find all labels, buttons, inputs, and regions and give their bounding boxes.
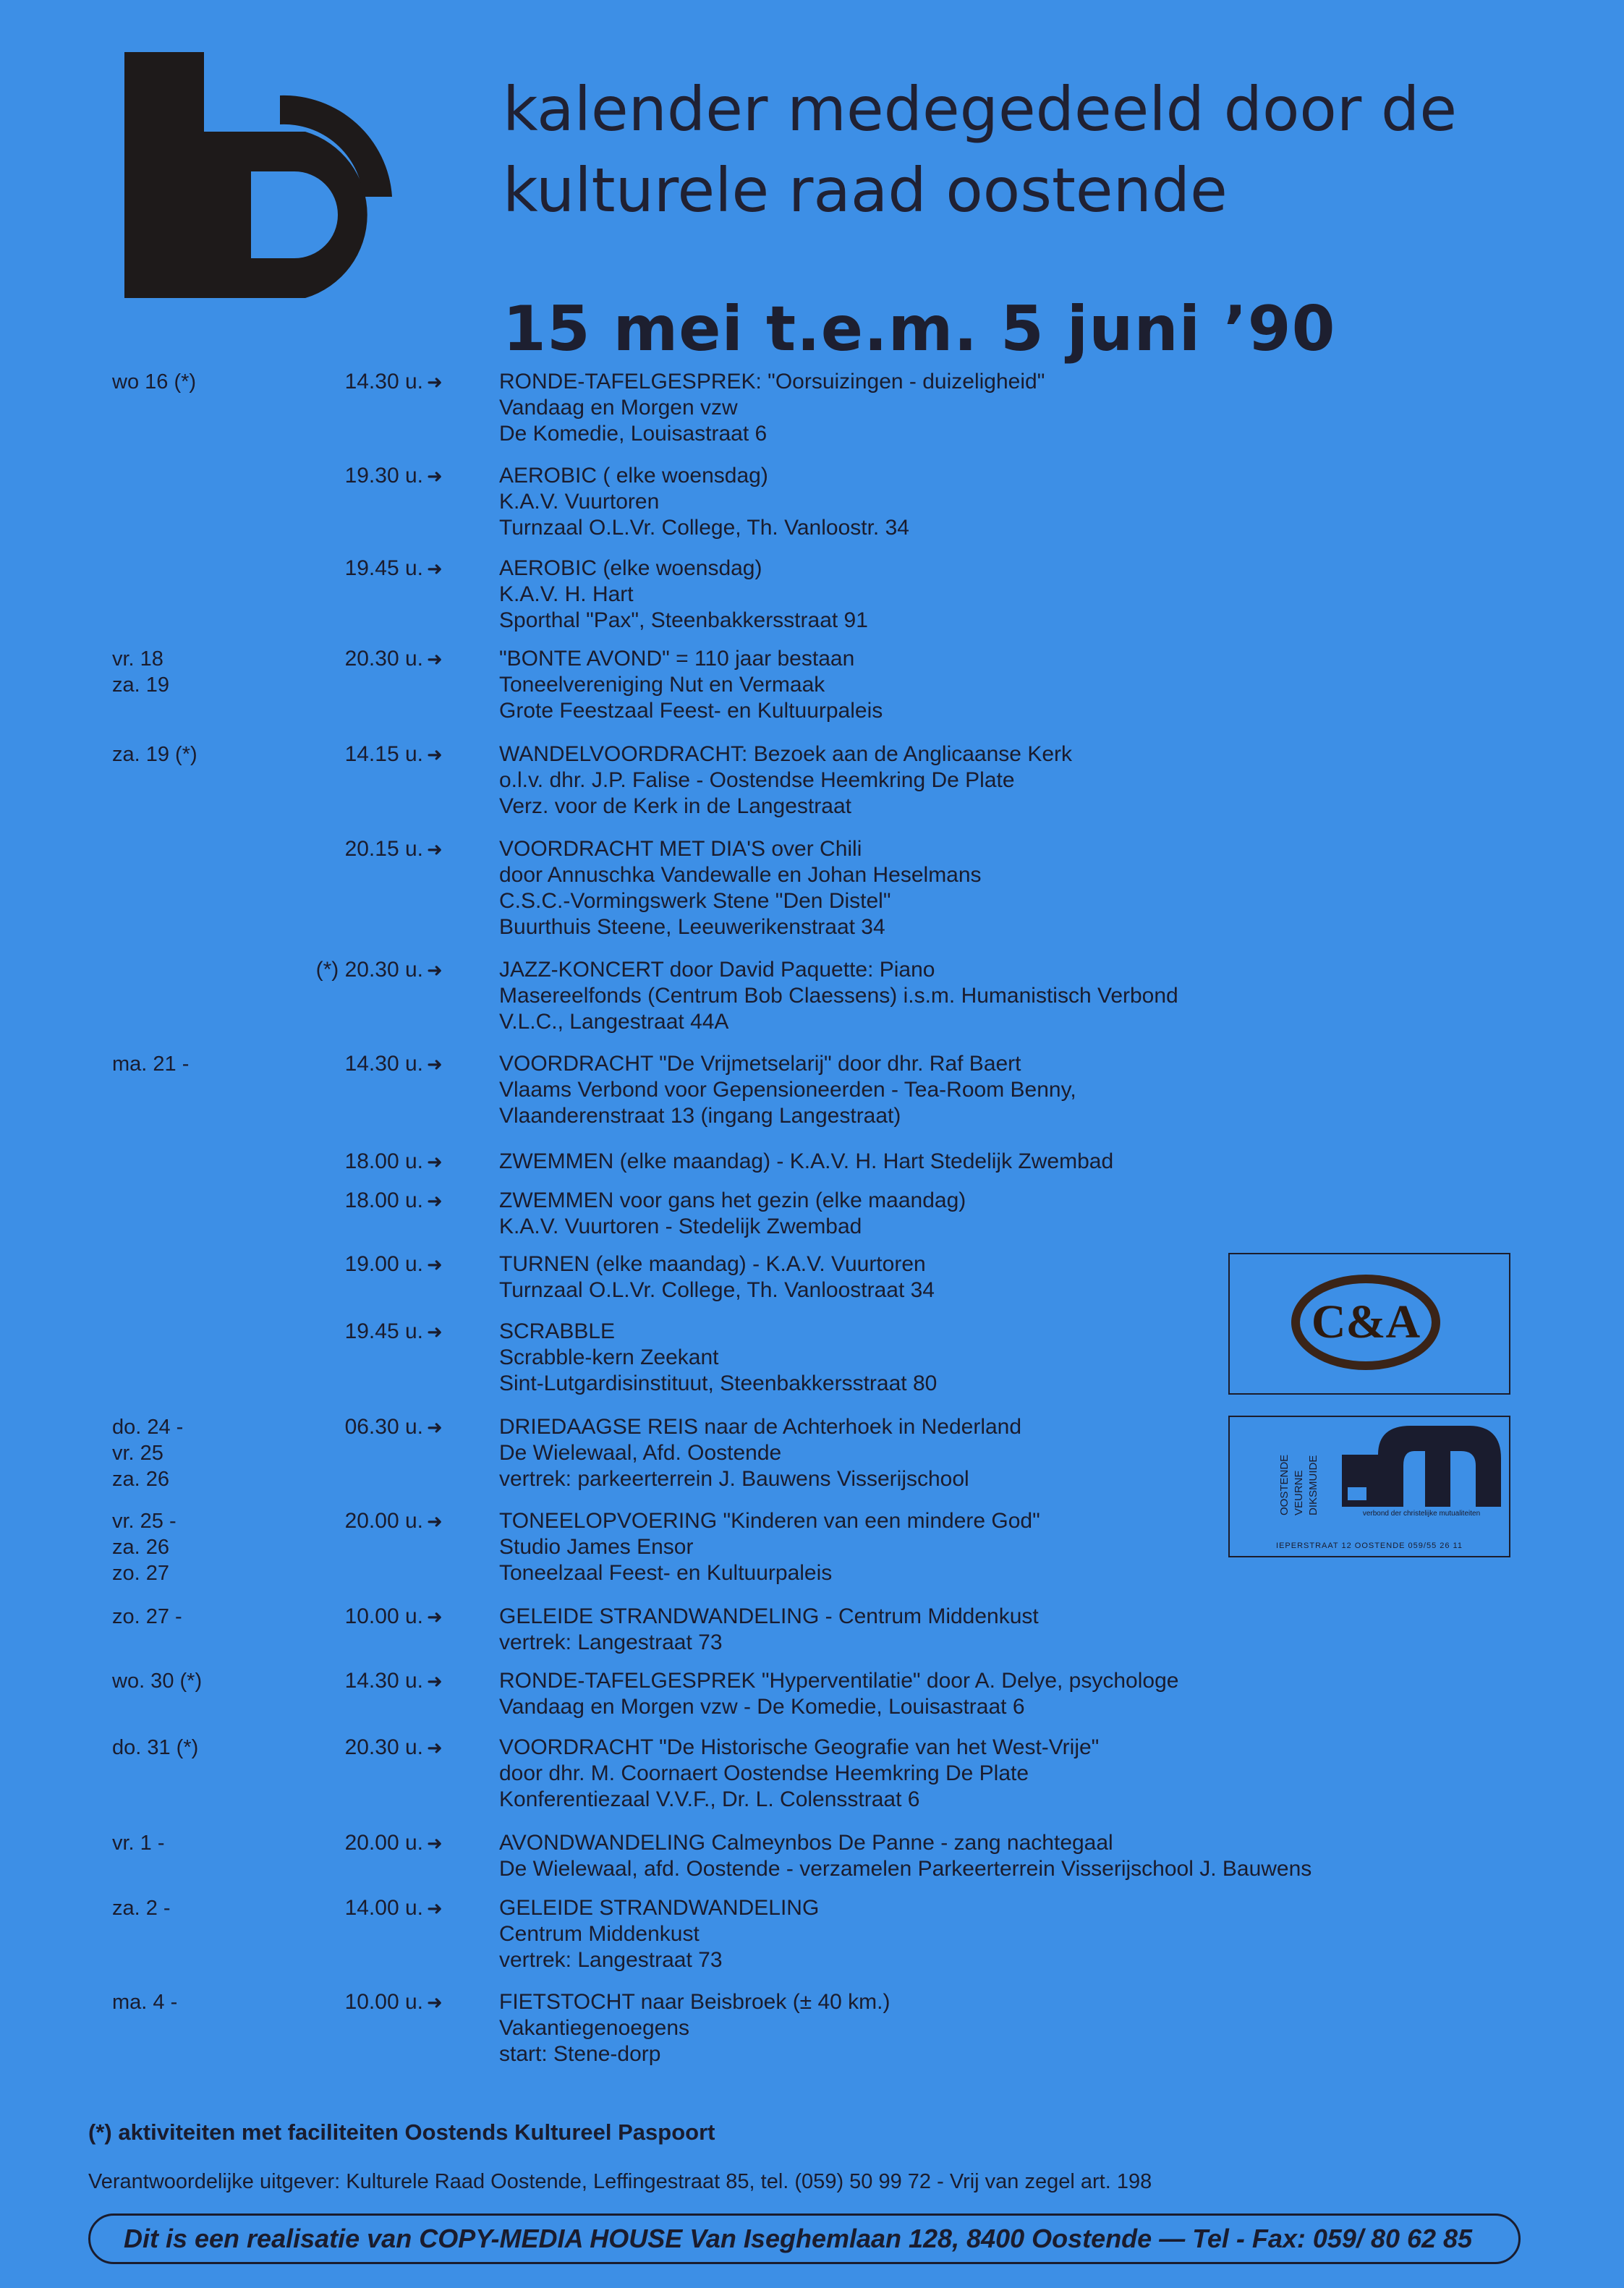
event-line: VOORDRACHT MET DIA'S over Chili <box>499 837 862 861</box>
event-line: K.A.V. Vuurtoren - Stedelijk Zwembad <box>499 1215 862 1238</box>
event-line: start: Stene-dorp <box>499 2042 661 2066</box>
event-description <box>499 741 1432 820</box>
event-line: AEROBIC (elke woensdag) <box>499 556 762 580</box>
event-time: 18.00 u. <box>344 1188 423 1212</box>
arrow-icon: ➜ <box>427 1510 443 1532</box>
event-date: ma. 21 - <box>112 1052 190 1076</box>
event-line: Vlaams Verbond voor Gepensioneerden - Tea-Room Benny, <box>499 1078 1076 1102</box>
event-description <box>499 836 1432 940</box>
arrow-icon: ➜ <box>427 959 443 981</box>
arrow-icon: ➜ <box>427 465 443 487</box>
publisher-line: Verantwoordelijke uitgever: Kulturele Raad Oostende, Leffingestraat 85, tel. (059) 50 99 72 - Vrij van zegel art. 198 <box>88 2170 1152 2193</box>
arrow-icon: ➜ <box>427 1606 443 1628</box>
event-line: "BONTE AVOND" = 110 jaar bestaan <box>499 647 855 671</box>
event-time: (*) 20.30 u. <box>315 958 423 982</box>
event-line: JAZZ-KONCERT door David Paquette: Piano <box>499 958 935 982</box>
event-time: 19.30 u. <box>344 464 423 488</box>
event-line: GELEIDE STRANDWANDELING - Centrum Middenkust <box>499 1604 1039 1628</box>
event-line: Konferentiezaal V.V.F., Dr. L. Colensstraat 6 <box>499 1787 920 1811</box>
event-date: ma. 4 - <box>112 1991 178 2014</box>
event-description <box>499 1051 1432 1129</box>
arrow-icon: ➜ <box>427 1897 443 1919</box>
event-date: do. 24 - vr. 25 za. 26 <box>112 1416 184 1491</box>
event-line: GELEIDE STRANDWANDELING <box>499 1896 820 1920</box>
arrow-icon: ➜ <box>427 648 443 670</box>
event-time: 14.30 u. <box>344 1052 423 1076</box>
event-line: Vakantiegenoegens <box>499 2016 689 2040</box>
event-line: Vandaag en Morgen vzw - De Komedie, Louisastraat 6 <box>499 1695 1025 1719</box>
ca-advertisement <box>1228 1253 1510 1395</box>
event-description <box>499 1735 1432 1813</box>
event-line: RONDE-TAFELGESPREK "Hyperventilatie" door A. Delye, psychologe <box>499 1669 1179 1693</box>
title-line-1: kalender medegedeeld door de <box>503 74 1458 145</box>
event-line: Toneelvereniging Nut en Vermaak <box>499 673 825 697</box>
event-line: vertrek: Langestraat 73 <box>499 1948 723 1972</box>
event-description <box>499 957 1432 1035</box>
event-description <box>499 463 1432 541</box>
event-line: Centrum Middenkust <box>499 1922 700 1946</box>
event-line: o.l.v. dhr. J.P. Falise - Oostendse Heemkring De Plate <box>499 768 1015 792</box>
mutualiteit-advertisement <box>1228 1416 1510 1557</box>
event-time: 10.00 u. <box>344 1990 423 2014</box>
event-line: SCRABBLE <box>499 1319 616 1343</box>
event-description <box>499 1830 1432 1882</box>
arrow-icon: ➜ <box>427 1321 443 1343</box>
printer-credit: Dit is een realisatie van COPY-MEDIA HOUSE Van Iseghemlaan 128, 8400 Oostende — Tel - Fax: 059/ 80 62 85 <box>88 2213 1521 2264</box>
event-time: 14.30 u. <box>344 1669 423 1693</box>
arrow-icon: ➜ <box>427 1053 443 1075</box>
event-line: TONEELOPVOERING "Kinderen van een mindere God" <box>499 1509 1040 1533</box>
event-line: WANDELVOORDRACHT: Bezoek aan de Anglicaanse Kerk <box>499 742 1072 766</box>
event-line: Studio James Ensor <box>499 1535 694 1559</box>
arrow-icon: ➜ <box>427 1151 443 1173</box>
arrow-icon: ➜ <box>427 1670 443 1692</box>
event-line: RONDE-TAFELGESPREK: "Oorsuizingen - duizeligheid" <box>499 370 1045 394</box>
event-time: 18.00 u. <box>344 1149 423 1173</box>
event-line: ZWEMMEN voor gans het gezin (elke maandag) <box>499 1188 966 1212</box>
event-date: vr. 18 za. 19 <box>112 647 169 697</box>
event-description <box>499 369 1432 447</box>
event-description <box>499 556 1432 634</box>
event-time: 14.15 u. <box>344 742 423 766</box>
event-time: 19.45 u. <box>344 556 423 580</box>
event-date: za. 19 (*) <box>112 743 197 766</box>
event-date: zo. 27 - <box>112 1605 182 1628</box>
arrow-icon: ➜ <box>427 371 443 393</box>
event-line: De Wielewaal, afd. Oostende - verzamelen Parkeerterrein Visserijschool J. Bauwens <box>499 1857 1312 1881</box>
event-line: V.L.C., Langestraat 44A <box>499 1010 729 1034</box>
event-line: Grote Feestzaal Feest- en Kultuurpaleis <box>499 699 883 723</box>
event-line: vertrek: Langestraat 73 <box>499 1630 723 1654</box>
event-time: 20.15 u. <box>344 837 423 861</box>
event-time: 19.00 u. <box>344 1252 423 1276</box>
event-line: Sint-Lutgardisinstituut, Steenbakkersstraat 80 <box>499 1371 938 1395</box>
event-date: vr. 25 - za. 26 zo. 27 <box>112 1510 177 1585</box>
event-line: AVONDWANDELING Calmeynbos De Panne - zang nachtegaal <box>499 1831 1113 1855</box>
event-description <box>499 1149 1432 1175</box>
event-date: wo. 30 (*) <box>112 1670 203 1693</box>
arrow-icon: ➜ <box>427 1991 443 2013</box>
event-line: Masereelfonds (Centrum Bob Claessens) i.s.m. Humanistisch Verbond <box>499 984 1178 1008</box>
event-line: AEROBIC ( elke woensdag) <box>499 464 768 488</box>
arrow-icon: ➜ <box>427 1737 443 1758</box>
mutualiteit-logo-icon <box>1342 1426 1501 1507</box>
event-line: DRIEDAAGSE REIS naar de Achterhoek in Nederland <box>499 1415 1022 1439</box>
event-time: 20.30 u. <box>344 647 423 671</box>
page-title <box>503 69 1515 231</box>
event-line: vertrek: parkeerterrein J. Bauwens Visserijschool <box>499 1467 969 1491</box>
event-line: Vandaag en Morgen vzw <box>499 396 738 420</box>
event-line: De Wielewaal, Afd. Oostende <box>499 1441 782 1465</box>
event-time: 14.00 u. <box>344 1896 423 1920</box>
arrow-icon: ➜ <box>427 744 443 765</box>
event-date: wo 16 (*) <box>112 370 197 394</box>
arrow-icon: ➜ <box>427 1832 443 1854</box>
mutualiteit-vertical-text <box>1275 1427 1332 1521</box>
mutualiteit-town-1: OOSTENDE <box>1278 1454 1291 1515</box>
arrow-icon: ➜ <box>427 1254 443 1275</box>
event-line: K.A.V. H. Hart <box>499 582 634 606</box>
arrow-icon: ➜ <box>427 838 443 860</box>
event-line: door Annuschka Vandewalle en Johan Heselmans <box>499 863 982 887</box>
period-heading: 15 mei t.e.m. 5 juni ’90 <box>503 293 1336 365</box>
event-time: 14.30 u. <box>344 370 423 394</box>
event-line: FIETSTOCHT naar Beisbroek (± 40 km.) <box>499 1990 890 2014</box>
event-line: TURNEN (elke maandag) - K.A.V. Vuurtoren <box>499 1252 926 1276</box>
event-description <box>499 646 1432 724</box>
event-line: Toneelzaal Feest- en Kultuurpaleis <box>499 1561 833 1585</box>
event-date: vr. 1 - <box>112 1832 165 1855</box>
event-description <box>499 1188 1432 1240</box>
event-description <box>499 1668 1432 1720</box>
mutualiteit-town-3: DIKSMUIDE <box>1307 1455 1319 1515</box>
event-line: De Komedie, Louisastraat 6 <box>499 422 768 446</box>
event-line: Turnzaal O.L.Vr. College, Th. Vanloostraat 34 <box>499 1278 935 1302</box>
event-description <box>499 1895 1432 1973</box>
event-description <box>499 1604 1432 1656</box>
event-time: 20.00 u. <box>344 1509 423 1533</box>
event-line: Turnzaal O.L.Vr. College, Th. Vanloostr. 34 <box>499 516 909 540</box>
event-line: VOORDRACHT "De Historische Geografie van het West-Vrije" <box>499 1735 1100 1759</box>
event-date: do. 31 (*) <box>112 1736 199 1759</box>
mutualiteit-address: IEPERSTRAAT 12 OOSTENDE 059/55 26 11 <box>1276 1541 1463 1550</box>
event-line: C.S.C.-Vormingswerk Stene "Den Distel" <box>499 889 891 913</box>
footnote: (*) aktiviteiten met faciliteiten Oostends Kultureel Paspoort <box>88 2119 715 2145</box>
ca-logo-text: C&A <box>1311 1296 1421 1348</box>
event-date: za. 2 - <box>112 1897 171 1920</box>
event-line: door dhr. M. Coornaert Oostendse Heemkring De Plate <box>499 1761 1029 1785</box>
arrow-icon: ➜ <box>427 1416 443 1438</box>
event-line: Scrabble-kern Zeekant <box>499 1345 719 1369</box>
event-line: VOORDRACHT "De Vrijmetselarij" door dhr. Raf Baert <box>499 1052 1021 1076</box>
kulturele-raad-logo <box>124 52 392 298</box>
event-line: Buurthuis Steene, Leeuwerikenstraat 34 <box>499 915 885 939</box>
event-time: 10.00 u. <box>344 1604 423 1628</box>
mutualiteit-subtitle: verbond der christelijke mutualiteiten <box>1362 1510 1481 1518</box>
arrow-icon: ➜ <box>427 1190 443 1212</box>
event-line: K.A.V. Vuurtoren <box>499 490 660 514</box>
event-time: 20.30 u. <box>344 1735 423 1759</box>
event-line: Sporthal "Pax", Steenbakkersstraat 91 <box>499 608 868 632</box>
event-time: 20.00 u. <box>344 1831 423 1855</box>
title-line-2: kulturele raad oostende <box>503 155 1228 226</box>
arrow-icon: ➜ <box>427 558 443 579</box>
event-line: Verz. voor de Kerk in de Langestraat <box>499 794 851 818</box>
event-line: ZWEMMEN (elke maandag) - K.A.V. H. Hart Stedelijk Zwembad <box>499 1149 1114 1173</box>
event-time: 06.30 u. <box>344 1415 423 1439</box>
event-line: Vlaanderenstraat 13 (ingang Langestraat) <box>499 1104 901 1128</box>
event-description <box>499 1989 1432 2067</box>
mutualiteit-town-2: VEURNE <box>1293 1470 1305 1515</box>
event-time: 19.45 u. <box>344 1319 423 1343</box>
